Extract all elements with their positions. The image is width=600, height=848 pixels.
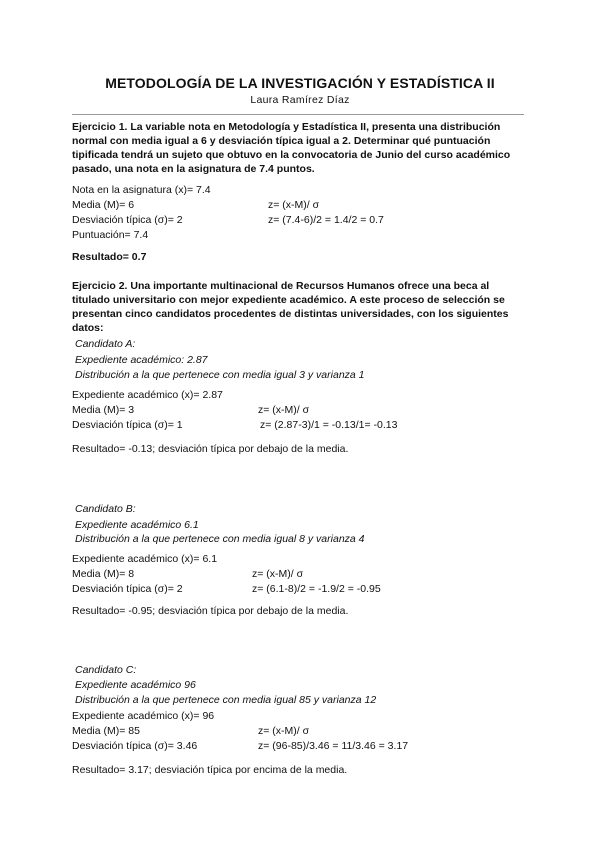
document-author: Laura Ramírez Díaz xyxy=(250,94,350,106)
candidate-a-calc: z= (2.87-3)/1 = -0.13/1= -0.13 xyxy=(260,419,398,431)
candidate-c-formula: z= (x-M)/ σ xyxy=(258,725,310,737)
ex1-media: Media (M)= 6 xyxy=(72,199,135,211)
candidate-b-exp: Expediente académico (x)= 6.1 xyxy=(72,553,218,565)
candidate-a-resultado: Resultado= -0.13; desviación típica por debajo de la media. xyxy=(72,443,349,455)
candidate-b-exp-italic: Expediente académico 6.1 xyxy=(75,519,199,531)
document-title: METODOLOGÍA DE LA INVESTIGACIÓN Y ESTADÍSTICA II xyxy=(105,75,495,91)
candidate-a-formula: z= (x-M)/ σ xyxy=(258,404,310,416)
candidate-c-desviacion: Desviación típica (σ)= 3.46 xyxy=(72,740,198,752)
candidate-b-dist: Distribución a la que pertenece con media igual 8 y varianza 4 xyxy=(75,533,365,545)
candidate-c-exp: Expediente académico (x)= 96 xyxy=(72,710,215,722)
candidate-b-desviacion: Desviación típica (σ)= 2 xyxy=(72,583,183,595)
candidate-c-calc: z= (96-85)/3.46 = 11/3.46 = 3.17 xyxy=(258,740,409,752)
ex1-calc: z= (7.4-6)/2 = 1.4/2 = 0.7 xyxy=(268,214,384,226)
ex1-resultado: Resultado= 0.7 xyxy=(72,251,147,263)
ex1-nota: Nota en la asignatura (x)= 7.4 xyxy=(72,184,211,196)
candidate-c-resultado: Resultado= 3.17; desviación típica por encima de la media. xyxy=(72,764,348,776)
candidate-a-dist: Distribución a la que pertenece con media igual 3 y varianza 1 xyxy=(75,369,365,381)
exercise-1-statement: Ejercicio 1. La variable nota en Metodología y Estadística II, presenta una distribución normal con media igual a 6 y desviación típica igual a 2. Determinar qué puntuación tipificada tendrá un sujeto que obtuvo en la convocatoria de Junio del curso académico pasado, una nota en la asignatura de 7.4 puntos. xyxy=(72,121,511,175)
candidate-b-name: Candidato B: xyxy=(75,503,136,515)
candidate-a-media: Media (M)= 3 xyxy=(72,404,135,416)
candidate-a-exp-italic: Expediente académico: 2.87 xyxy=(75,354,208,366)
candidate-b-calc: z= (6.1-8)/2 = -1.9/2 = -0.95 xyxy=(252,583,381,595)
candidate-c-media: Media (M)= 85 xyxy=(72,725,140,737)
candidate-a-exp: Expediente académico (x)= 2.87 xyxy=(72,389,223,401)
ex1-formula: z= (x-M)/ σ xyxy=(268,199,320,211)
candidate-a-name: Candidato A: xyxy=(75,338,136,350)
candidate-b-resultado: Resultado= -0.95; desviación típica por debajo de la media. xyxy=(72,605,349,617)
candidate-a-desviacion: Desviación típica (σ)= 1 xyxy=(72,419,183,431)
candidate-c-name: Candidato C: xyxy=(75,664,137,676)
ex1-desviacion: Desviación típica (σ)= 2 xyxy=(72,214,183,226)
header-divider xyxy=(72,114,524,115)
exercise-2-statement: Ejercicio 2. Una importante multinacional de Recursos Humanos ofrece una beca al titulado universitario con mejor expediente académico. A este proceso de selección se presentan cinco candidatos procedentes de distintas universidades, con los siguientes datos: xyxy=(72,280,509,334)
candidate-c-dist: Distribución a la que pertenece con media igual 85 y varianza 12 xyxy=(75,694,377,706)
candidate-b-formula: z= (x-M)/ σ xyxy=(252,568,304,580)
candidate-b-media: Media (M)= 8 xyxy=(72,568,135,580)
ex1-puntuacion: Puntuación= 7.4 xyxy=(72,229,149,241)
candidate-c-exp-italic: Expediente académico 96 xyxy=(75,679,196,691)
